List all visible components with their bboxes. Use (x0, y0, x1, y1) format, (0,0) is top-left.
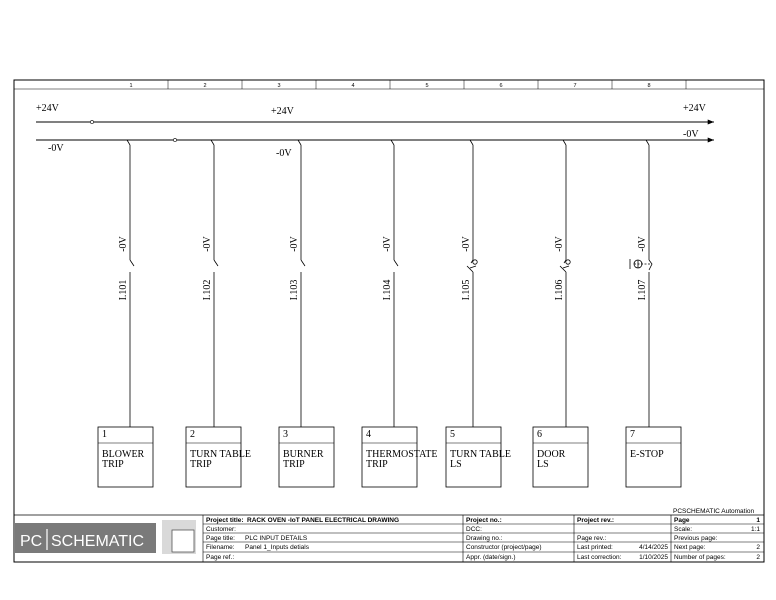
input-branch-7 (626, 140, 681, 487)
rail-tap (470, 140, 473, 145)
page-title: PLC INPUT DETAILS (245, 535, 308, 542)
input-potential-label: -0V (382, 236, 393, 252)
input-address-label: I.103 (289, 279, 300, 301)
limit-switch-roller (473, 260, 477, 264)
column-number: 2 (203, 83, 207, 89)
filename: Panel 1_Inputs detials (245, 544, 309, 551)
input-device-name: BLOWER (102, 449, 145, 460)
next-page-value: 2 (756, 544, 760, 551)
logo-square-inner (172, 530, 194, 552)
input-device-number: 2 (190, 429, 195, 440)
plus-24v-label-mid: +24V (271, 106, 294, 117)
last-printed: 4/14/2025 (639, 544, 668, 551)
rail-junction-dot (90, 120, 93, 123)
limit-switch-blade (467, 260, 473, 272)
column-number: 1 (129, 83, 133, 89)
contact-blade (130, 260, 134, 266)
contact-blade (394, 260, 398, 266)
input-branch-3 (279, 140, 334, 487)
page-rev-label: Page rev.: (577, 535, 607, 542)
drawing-no-label: Drawing no.: (466, 535, 503, 542)
column-number: 6 (499, 83, 503, 89)
input-branch-4 (362, 140, 437, 487)
input-device-type: LS (450, 459, 462, 470)
input-device-name: TURN TABLE (190, 449, 251, 460)
rail-tap (646, 140, 649, 145)
page-title-label: Page title: (206, 535, 235, 542)
input-potential-label: -0V (554, 236, 565, 252)
rail-tap (298, 140, 301, 145)
logo-text-schematic: SCHEMATIC (51, 533, 145, 550)
filename-label: Filename: (206, 544, 235, 551)
rail-tap (127, 140, 130, 145)
contact-blade (214, 260, 218, 266)
limit-switch-blade (560, 260, 566, 272)
plus-24v-label-left: +24V (36, 103, 59, 114)
customer-label: Customer: (206, 526, 236, 533)
page-label: Page (674, 517, 690, 524)
input-branch-5 (446, 140, 511, 487)
project-no-label: Project no.: (466, 517, 502, 524)
input-device-type: TRIP (102, 459, 124, 470)
input-device-type: TRIP (190, 459, 212, 470)
logo-text-pc: PC (20, 533, 43, 550)
minus-0v-label-mid: -0V (276, 148, 292, 159)
input-device-name: BURNER (283, 449, 324, 460)
rail-junction-dot (173, 138, 176, 141)
input-address-label: I.101 (118, 279, 129, 301)
page-ref-label: Page ref.: (206, 554, 235, 561)
input-device-number: 7 (630, 429, 635, 440)
minus-0v-label-right: -0V (683, 129, 699, 140)
scale-label: Scale: (674, 526, 693, 533)
input-device-number: 5 (450, 429, 455, 440)
number-of-pages-value: 2 (756, 554, 760, 561)
input-device-name: DOOR (537, 449, 566, 460)
input-address-label: I.107 (637, 279, 648, 301)
input-potential-label: -0V (289, 236, 300, 252)
plc-input-branches (98, 140, 681, 487)
number-of-pages-label: Number of pages: (674, 554, 726, 561)
column-number: 5 (425, 83, 429, 89)
input-device-number: 3 (283, 429, 288, 440)
last-correction-label: Last correction: (577, 554, 622, 561)
scale-value: 1:1 (750, 526, 760, 533)
input-branch-6 (533, 140, 588, 487)
column-number: 8 (647, 83, 651, 89)
last-printed-label: Last printed: (577, 544, 613, 551)
last-correction: 1/10/2025 (639, 554, 668, 561)
rail-tap (563, 140, 566, 145)
previous-page-label: Previous page: (674, 535, 718, 542)
input-address-label: I.104 (382, 279, 393, 301)
page-value: 1 (756, 517, 760, 524)
column-number: 7 (573, 83, 577, 89)
input-device-type: TRIP (366, 459, 388, 470)
input-address-label: I.102 (202, 279, 213, 301)
appr-label: Appr. (date/sign.) (466, 554, 516, 561)
drawing-frame (14, 80, 764, 562)
input-device-type: TRIP (283, 459, 305, 470)
input-potential-label: -0V (118, 236, 129, 252)
input-branch-1 (98, 140, 153, 487)
input-address-label: I.106 (554, 279, 565, 301)
limit-switch-roller (566, 260, 570, 264)
plus-24v-label-right: +24V (683, 103, 706, 114)
rail-tap (391, 140, 394, 145)
rail-tap (211, 140, 214, 145)
brand-tag: PCSCHEMATIC Automation (673, 508, 755, 515)
contact-blade (301, 260, 305, 266)
column-ruler (129, 80, 686, 89)
input-device-number: 1 (102, 429, 107, 440)
input-branch-2 (186, 140, 251, 487)
input-device-name: TURN TABLE (450, 449, 511, 460)
input-potential-label: -0V (637, 236, 648, 252)
column-number: 3 (277, 83, 281, 89)
input-potential-label: -0V (461, 236, 472, 252)
input-address-label: I.105 (461, 279, 472, 301)
input-device-number: 6 (537, 429, 542, 440)
input-device-type: LS (537, 459, 549, 470)
column-number: 4 (351, 83, 355, 89)
title-block (14, 508, 764, 562)
project-rev-label: Project rev.: (577, 517, 615, 524)
limit-switch-actuator (470, 266, 476, 268)
input-device-number: 4 (366, 429, 371, 440)
dcc-label: DCC: (466, 526, 482, 533)
estop-contact (649, 260, 652, 270)
input-potential-label: -0V (202, 236, 213, 252)
project-title: RACK OVEN -IoT PANEL ELECTRICAL DRAWING (247, 517, 400, 524)
project-title-label: Project title: (206, 517, 244, 524)
minus-0v-label-left: -0V (48, 143, 64, 154)
input-device-name: E-STOP (630, 449, 664, 460)
constructor-label: Constructor (project/page) (466, 544, 542, 551)
limit-switch-actuator (563, 266, 569, 268)
input-device-name: THERMOSTATE (366, 449, 438, 460)
next-page-label: Next page: (674, 544, 706, 551)
